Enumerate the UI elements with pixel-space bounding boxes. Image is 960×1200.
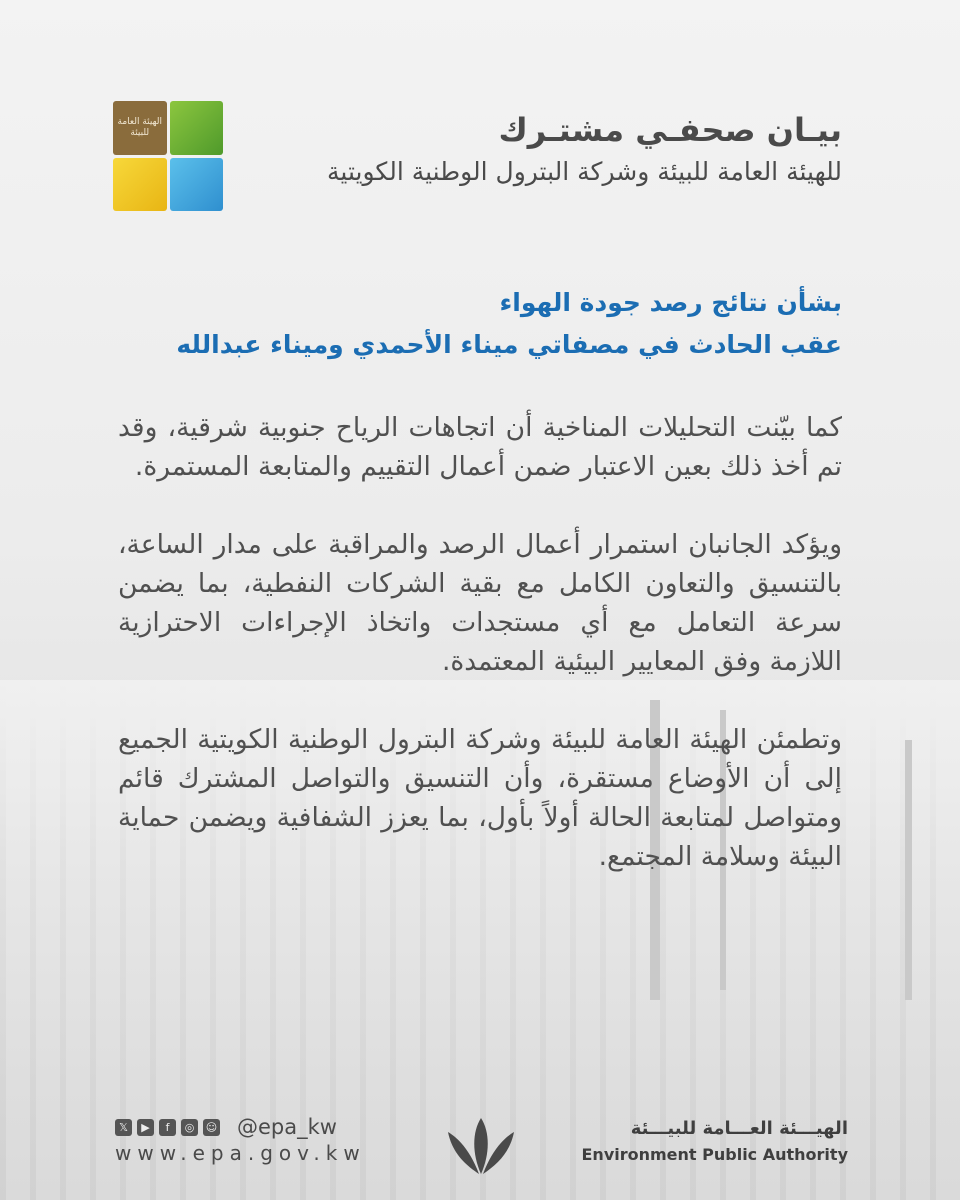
epa-logo — [113, 101, 223, 211]
subject — [176, 282, 842, 366]
logo-text: الهيئة العامة للبيئة — [113, 101, 167, 155]
footer-contact — [115, 1115, 366, 1165]
snapchat-icon[interactable]: ☺ — [203, 1119, 220, 1136]
instagram-icon[interactable]: ◎ — [181, 1119, 198, 1136]
youtube-icon[interactable]: ▶ — [137, 1119, 154, 1136]
paragraph: ويؤكد الجانبان استمرار أعمال الرصد والمراقبة على مدار الساعة، بالتنسيق والتعاون الكامل مع بقية الشركات النفطية، بما يضمن سرعة التعامل مع أي مستجدات واتخاذ الإجراءات الاحترازية اللازمة وفق المعايير البيئية المعتمدة. — [118, 529, 842, 677]
subject-line-2: عقب الحادث في مصفاتي ميناء الأحمدي وميناء عبدالله — [176, 330, 842, 359]
social-handle[interactable]: @epa_kw — [237, 1115, 337, 1139]
page-subtitle: للهيئة العامة للبيئة وشركة البترول الوطنية الكويتية — [327, 157, 842, 186]
footer-org — [582, 1118, 849, 1164]
paragraph: وتطمئن الهيئة العامة للبيئة وشركة البترول الوطنية الكويتية الجميع إلى أن الأوضاع مستقرة، وأن التنسيق والتواصل المشترك قائم ومتواصل لمتابعة الحالة أولاً بأول، بما يعزز الشفافية ويضمن حماية البيئة وسلامة المجتمع. — [118, 724, 842, 872]
subject-line-1: بشأن نتائج رصد جودة الهواء — [499, 288, 842, 317]
leaf-emblem-icon — [448, 1118, 514, 1178]
facebook-icon[interactable]: f — [159, 1119, 176, 1136]
website-link[interactable]: www.epa.gov.kw — [115, 1141, 366, 1165]
org-name-arabic: الهيـــئة العـــامة للبيـــئة — [630, 1118, 848, 1139]
org-name-english: Environment Public Authority — [581, 1145, 848, 1164]
x-icon[interactable]: 𝕏 — [115, 1119, 132, 1136]
page-title: بيـان صحفـي مشتـرك — [498, 111, 842, 149]
background-tower — [905, 740, 912, 1000]
statement-body — [118, 408, 842, 915]
paragraph: كما بيّنت التحليلات المناخية أن اتجاهات الرياح جنوبية شرقية، وقد تم أخذ ذلك بعين الاعتبار ضمن أعمال التقييم والمتابعة المستمرة. — [118, 412, 842, 482]
header — [327, 108, 842, 192]
